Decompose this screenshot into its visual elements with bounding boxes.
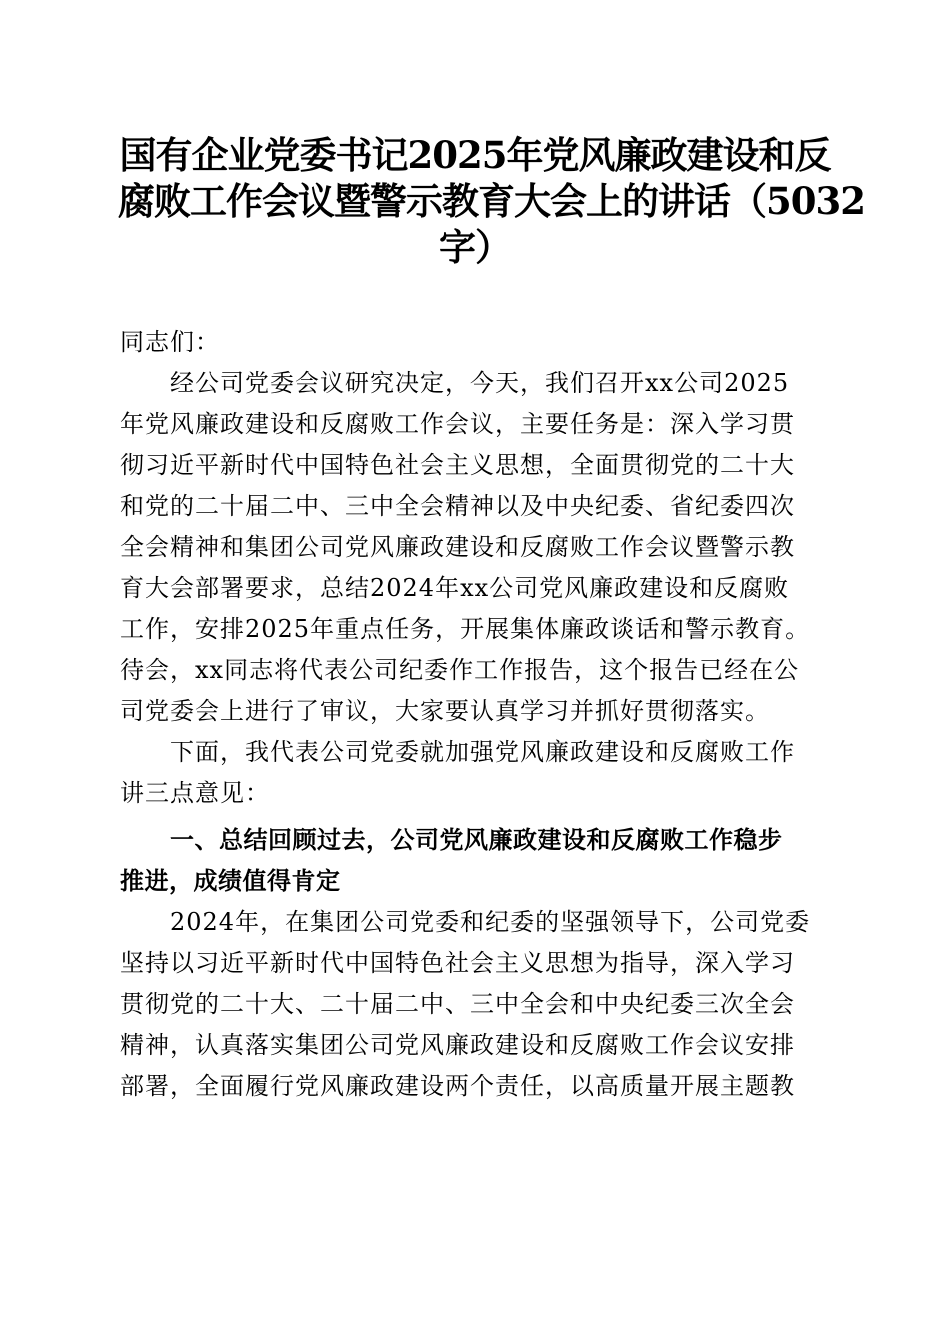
salutation: 同志们： (120, 328, 220, 356)
title-line-1: 国有企业党委书记2025年党风廉政建设和反 (119, 133, 831, 177)
paragraph-3 (120, 902, 832, 1107)
paragraph-line: 精神，认真落实集团公司党风廉政建设和反腐败工作会议安排 (120, 1031, 795, 1059)
paragraph-line: 部署，全面履行党风廉政建设两个责任，以高质量开展主题教 (120, 1072, 795, 1100)
section-heading-1 (120, 820, 832, 902)
title-line-2: 腐败工作会议暨警示教育大会上的讲话（5032 (118, 179, 865, 223)
document-body (120, 322, 832, 1107)
paragraph-line: 司党委会上进行了审议，大家要认真学习并抓好贯彻落实。 (120, 697, 770, 725)
paragraph-1 (120, 363, 832, 732)
title-line-3: 字） (439, 225, 511, 269)
paragraph-line: 彻习近平新时代中国特色社会主义思想，全面贯彻党的二十大 (120, 451, 795, 479)
paragraph-line: 坚持以习近平新时代中国特色社会主义思想为指导，深入学习 (120, 949, 795, 977)
paragraph-line: 年党风廉政建设和反腐败工作会议，主要任务是：深入学习贯 (120, 410, 795, 438)
paragraph-line: 待会，xx同志将代表公司纪委作工作报告，这个报告已经在公 (120, 656, 800, 684)
heading-line: 一、总结回顾过去，公司党风廉政建设和反腐败工作稳步 (170, 826, 783, 854)
document-title (118, 132, 865, 270)
paragraph-line: 贯彻党的二十大、二十届二中、三中全会和中央纪委三次全会 (120, 990, 795, 1018)
paragraph-line: 工作，安排2025年重点任务，开展集体廉政谈话和警示教育。 (120, 615, 811, 643)
paragraph-line: 和党的二十届二中、三中全会精神以及中央纪委、省纪委四次 (120, 492, 795, 520)
paragraph-2 (120, 732, 832, 814)
paragraph-line: 2024年，在集团公司党委和纪委的坚强领导下，公司党委 (170, 908, 811, 936)
paragraph-line: 经公司党委会议研究决定，今天，我们召开xx公司2025 (170, 369, 790, 397)
heading-line: 推进，成绩值得肯定 (120, 867, 341, 895)
paragraph-line: 下面，我代表公司党委就加强党风廉政建设和反腐败工作 (170, 738, 795, 766)
paragraph-line: 全会精神和集团公司党风廉政建设和反腐败工作会议暨警示教 (120, 533, 795, 561)
paragraph-line: 讲三点意见： (120, 779, 270, 807)
paragraph-line: 育大会部署要求，总结2024年xx公司党风廉政建设和反腐败 (120, 574, 790, 602)
